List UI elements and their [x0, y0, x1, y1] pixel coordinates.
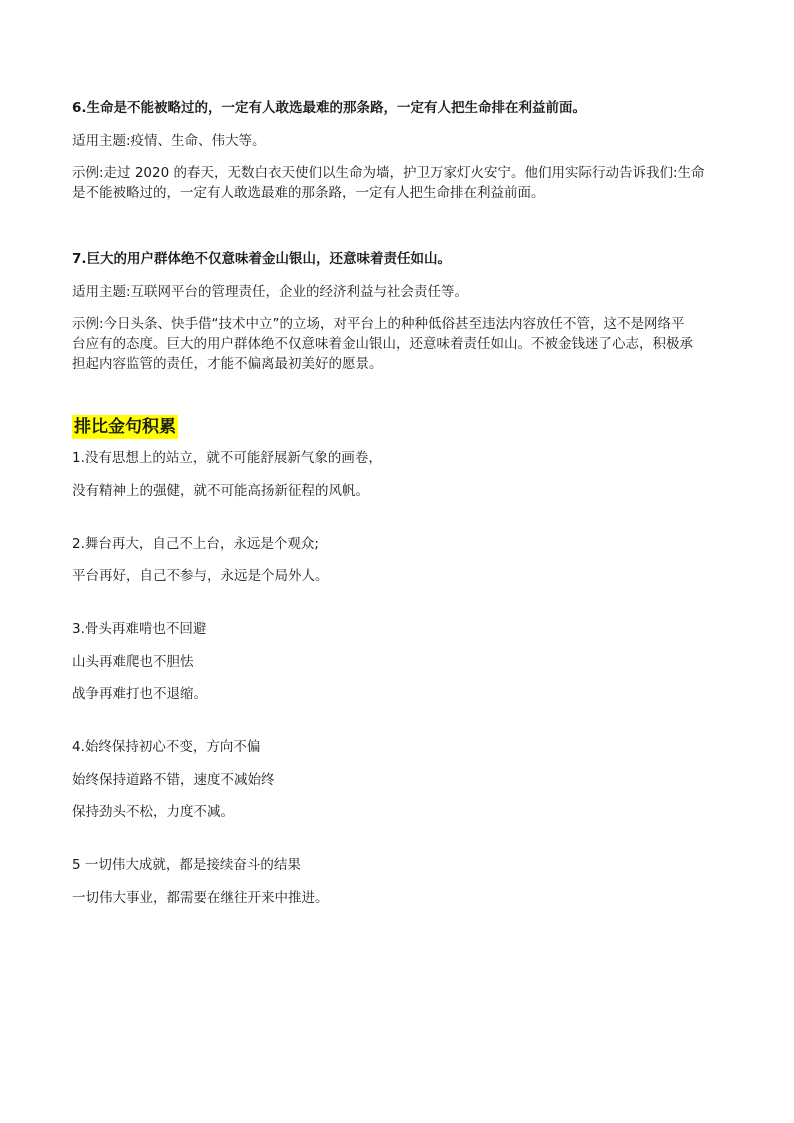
- parallel-item-1: [72, 448, 732, 501]
- parallel-line: 没有精神上的强健，就不可能高扬新征程的风帆。: [72, 482, 369, 499]
- quote-title: 6.生命是不能被略过的，一定有人敢选最难的那条路，一定有人把生命排在利益前面。: [72, 100, 587, 116]
- section-title: 排比金句积累: [74, 417, 176, 437]
- quote-title: 7.巨大的用户群体绝不仅意味着金山银山，还意味着责任如山。: [72, 251, 452, 267]
- example-text: 示例:今日头条、快手借“技术中立”的立场，对平台上的种种低俗甚至违法内容放任不管，这不是网络平: [72, 316, 685, 332]
- parallel-item-5: [72, 855, 732, 908]
- parallel-line: 平台再好，自己不参与，永远是个局外人。: [72, 568, 329, 584]
- document-page: [72, 98, 732, 908]
- parallel-item-3: [72, 619, 732, 704]
- example-text: 示例:走过 2020 的春天，无数白衣天使们以生命为墙，护卫万家灯火安宁。他们用实际行动告诉我们:生命: [72, 165, 705, 181]
- parallel-line: 山头再难爬也不胆怯: [72, 653, 194, 670]
- example-text: 是不能被略过的，一定有人敢选最难的那条路，一定有人把生命排在利益前面。: [72, 185, 545, 201]
- parallel-line: 4.始终保持初心不变，方向不偏: [72, 739, 261, 755]
- quote-block-6: [72, 98, 732, 203]
- applicable-topic: 适用主题:互联网平台的管理责任，企业的经济利益与社会责任等。: [72, 283, 469, 300]
- example-text: 担起内容监管的责任，才能不偏离最初美好的愿景。: [72, 356, 383, 372]
- parallel-line: 3.骨头再难啃也不回避: [72, 621, 207, 637]
- parallel-line: 始终保持道路不错，速度不减始终: [72, 771, 275, 788]
- parallel-item-2: [72, 534, 732, 587]
- quote-block-7: [72, 249, 732, 374]
- parallel-line: 1.没有思想上的站立，就不可能舒展新气象的画卷，: [72, 450, 382, 466]
- parallel-line: 保持劲头不松，力度不减。: [72, 804, 234, 820]
- parallel-line: 一切伟大事业，都需要在继往开来中推进。: [72, 889, 329, 906]
- example-text: 台应有的态度。巨大的用户群体绝不仅意味着金山银山，还意味着责任如山。不被金钱迷了心志，积极承: [72, 336, 693, 352]
- applicable-topic: 适用主题:疫情、生命、伟大等。: [72, 132, 266, 149]
- parallel-line: 2.舞台再大，自己不上台，永远是个观众;: [72, 535, 319, 552]
- parallel-item-4: [72, 737, 732, 822]
- parallel-line: 5 一切伟大成就，都是接续奋斗的结果: [72, 857, 301, 873]
- parallel-line: 战争再难打也不退缩。: [72, 686, 207, 702]
